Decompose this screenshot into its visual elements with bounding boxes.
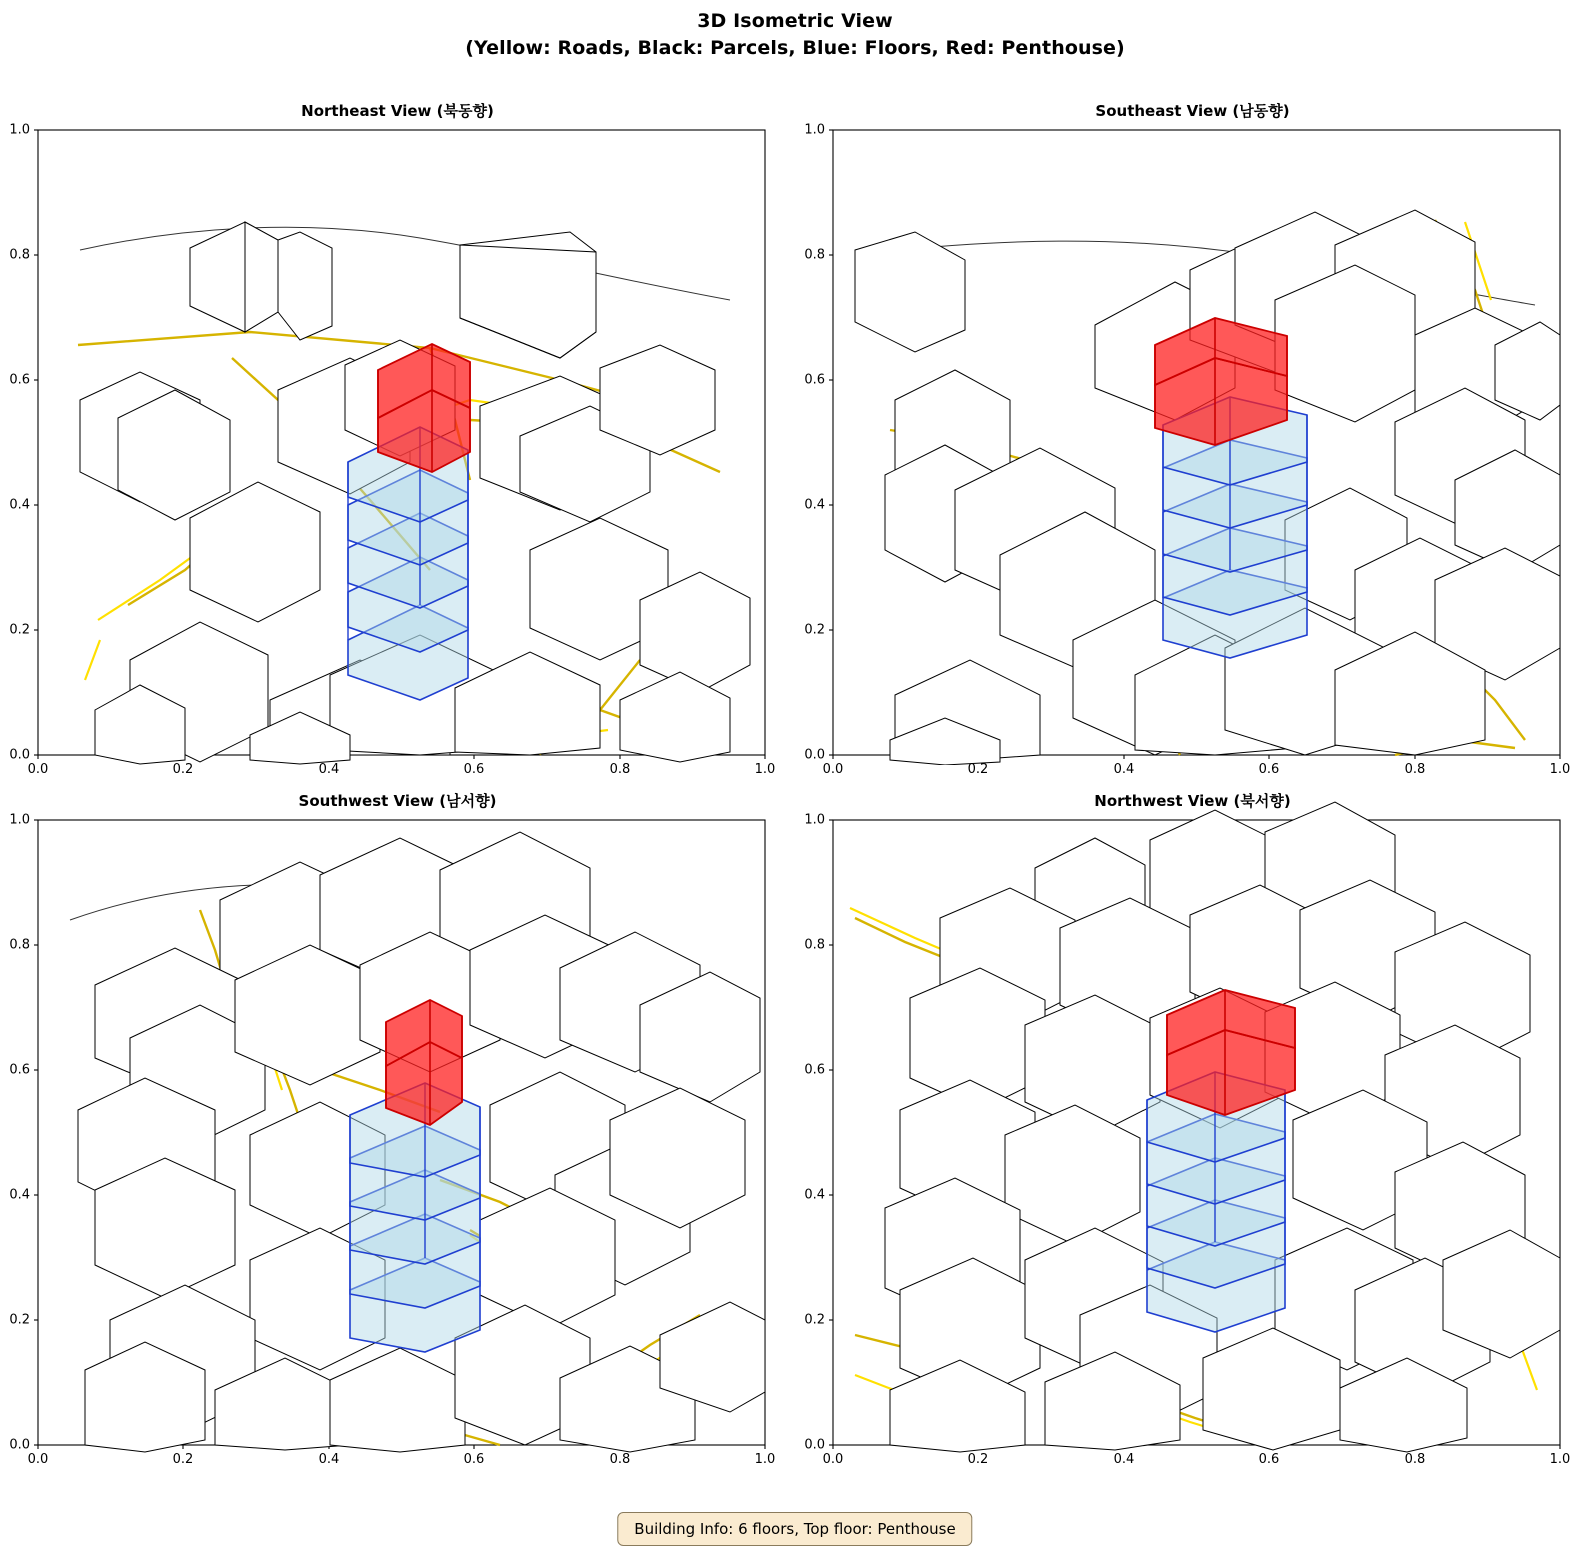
- ytick-label: 1.0: [9, 812, 30, 828]
- penthouse-northeast: [378, 344, 470, 472]
- xtick-label: 0.0: [822, 1452, 844, 1467]
- xtick-label: 0.2: [967, 1452, 989, 1467]
- xtick-label: 0.8: [609, 762, 631, 777]
- xtick-label: 0.4: [1113, 1452, 1135, 1467]
- xtick-label: 1.0: [1549, 762, 1571, 777]
- panel-title-southeast: Southeast View (남동향): [1095, 102, 1290, 120]
- xtick-label: 0.0: [822, 762, 844, 777]
- penthouse-northwest: [1167, 990, 1295, 1115]
- ytick-label: 0.4: [9, 1187, 30, 1203]
- xtick-label: 0.2: [172, 762, 194, 777]
- building-info-annotation: [617, 1512, 972, 1546]
- ytick-label: 1.0: [804, 122, 825, 138]
- suptitle-line-2: (Yellow: Roads, Black: Parcels, Blue: Floors, Red: Penthouse): [465, 36, 1125, 59]
- penthouse-southeast: [1155, 318, 1287, 445]
- figure-suptitle: [0, 8, 1590, 62]
- xtick-label: 0.2: [967, 762, 989, 777]
- xtick-label: 0.4: [318, 762, 340, 777]
- ytick-label: 1.0: [804, 812, 825, 828]
- ytick-label: 0.4: [9, 497, 30, 513]
- ytick-label: 0.0: [9, 1437, 30, 1453]
- axes-southwest: [0, 790, 795, 1467]
- penthouse-southwest: [386, 1000, 462, 1125]
- suptitle-line-1: 3D Isometric View: [697, 10, 893, 32]
- axes-southeast: [795, 100, 1590, 777]
- xtick-label: 0.4: [1113, 762, 1135, 777]
- panel-northeast: [0, 100, 795, 777]
- ytick-label: 0.6: [9, 372, 30, 388]
- ytick-label: 0.2: [804, 1312, 825, 1328]
- xtick-label: 0.6: [463, 762, 485, 777]
- ytick-label: 0.0: [9, 747, 30, 763]
- ytick-label: 0.6: [9, 1062, 30, 1078]
- xtick-label: 0.8: [1404, 762, 1426, 777]
- xtick-label: 0.8: [1404, 1452, 1426, 1467]
- ytick-label: 0.8: [804, 247, 825, 263]
- plot-area-southwest: [34, 820, 765, 1452]
- panel-title-northeast: Northeast View (북동향): [301, 102, 494, 120]
- panel-title-southwest: Southwest View (남서향): [298, 792, 497, 810]
- xtick-label: 1.0: [754, 1452, 776, 1467]
- ytick-label: 0.2: [9, 622, 30, 638]
- xtick-label: 0.0: [27, 1452, 49, 1467]
- floors-stack-southwest: [350, 1083, 480, 1352]
- ytick-label: 0.6: [804, 372, 825, 388]
- axes-northeast: [0, 100, 795, 777]
- ytick-label: 0.0: [804, 747, 825, 763]
- ytick-label: 0.2: [804, 622, 825, 638]
- ytick-label: 0.8: [9, 937, 30, 953]
- ytick-label: 0.8: [9, 247, 30, 263]
- ytick-label: 1.0: [9, 122, 30, 138]
- xtick-label: 0.2: [172, 1452, 194, 1467]
- xtick-label: 0.8: [609, 1452, 631, 1467]
- panel-northwest: [795, 790, 1590, 1467]
- building-info-text: Building Info: 6 floors, Top floor: Penthouse: [634, 1520, 956, 1538]
- xtick-label: 1.0: [1549, 1452, 1571, 1467]
- plot-area-southeast: [829, 130, 1560, 765]
- xtick-label: 0.0: [27, 762, 49, 777]
- panel-southwest: [0, 790, 795, 1467]
- xtick-label: 0.6: [463, 1452, 485, 1467]
- ytick-label: 0.8: [804, 937, 825, 953]
- axes-northwest: [795, 790, 1590, 1467]
- ytick-label: 0.6: [804, 1062, 825, 1078]
- plot-area-northwest: [829, 802, 1560, 1452]
- floors-stack-northeast: [348, 427, 468, 700]
- ytick-label: 0.4: [804, 1187, 825, 1203]
- ytick-label: 0.4: [804, 497, 825, 513]
- xtick-label: 0.4: [318, 1452, 340, 1467]
- panel-title-northwest: Northwest View (북서향): [1094, 792, 1291, 810]
- xtick-label: 1.0: [754, 762, 776, 777]
- panel-southeast: [795, 100, 1590, 777]
- xtick-label: 0.6: [1258, 762, 1280, 777]
- ytick-label: 0.2: [9, 1312, 30, 1328]
- xtick-label: 0.6: [1258, 1452, 1280, 1467]
- ytick-label: 0.0: [804, 1437, 825, 1453]
- plot-area-northeast: [34, 130, 765, 764]
